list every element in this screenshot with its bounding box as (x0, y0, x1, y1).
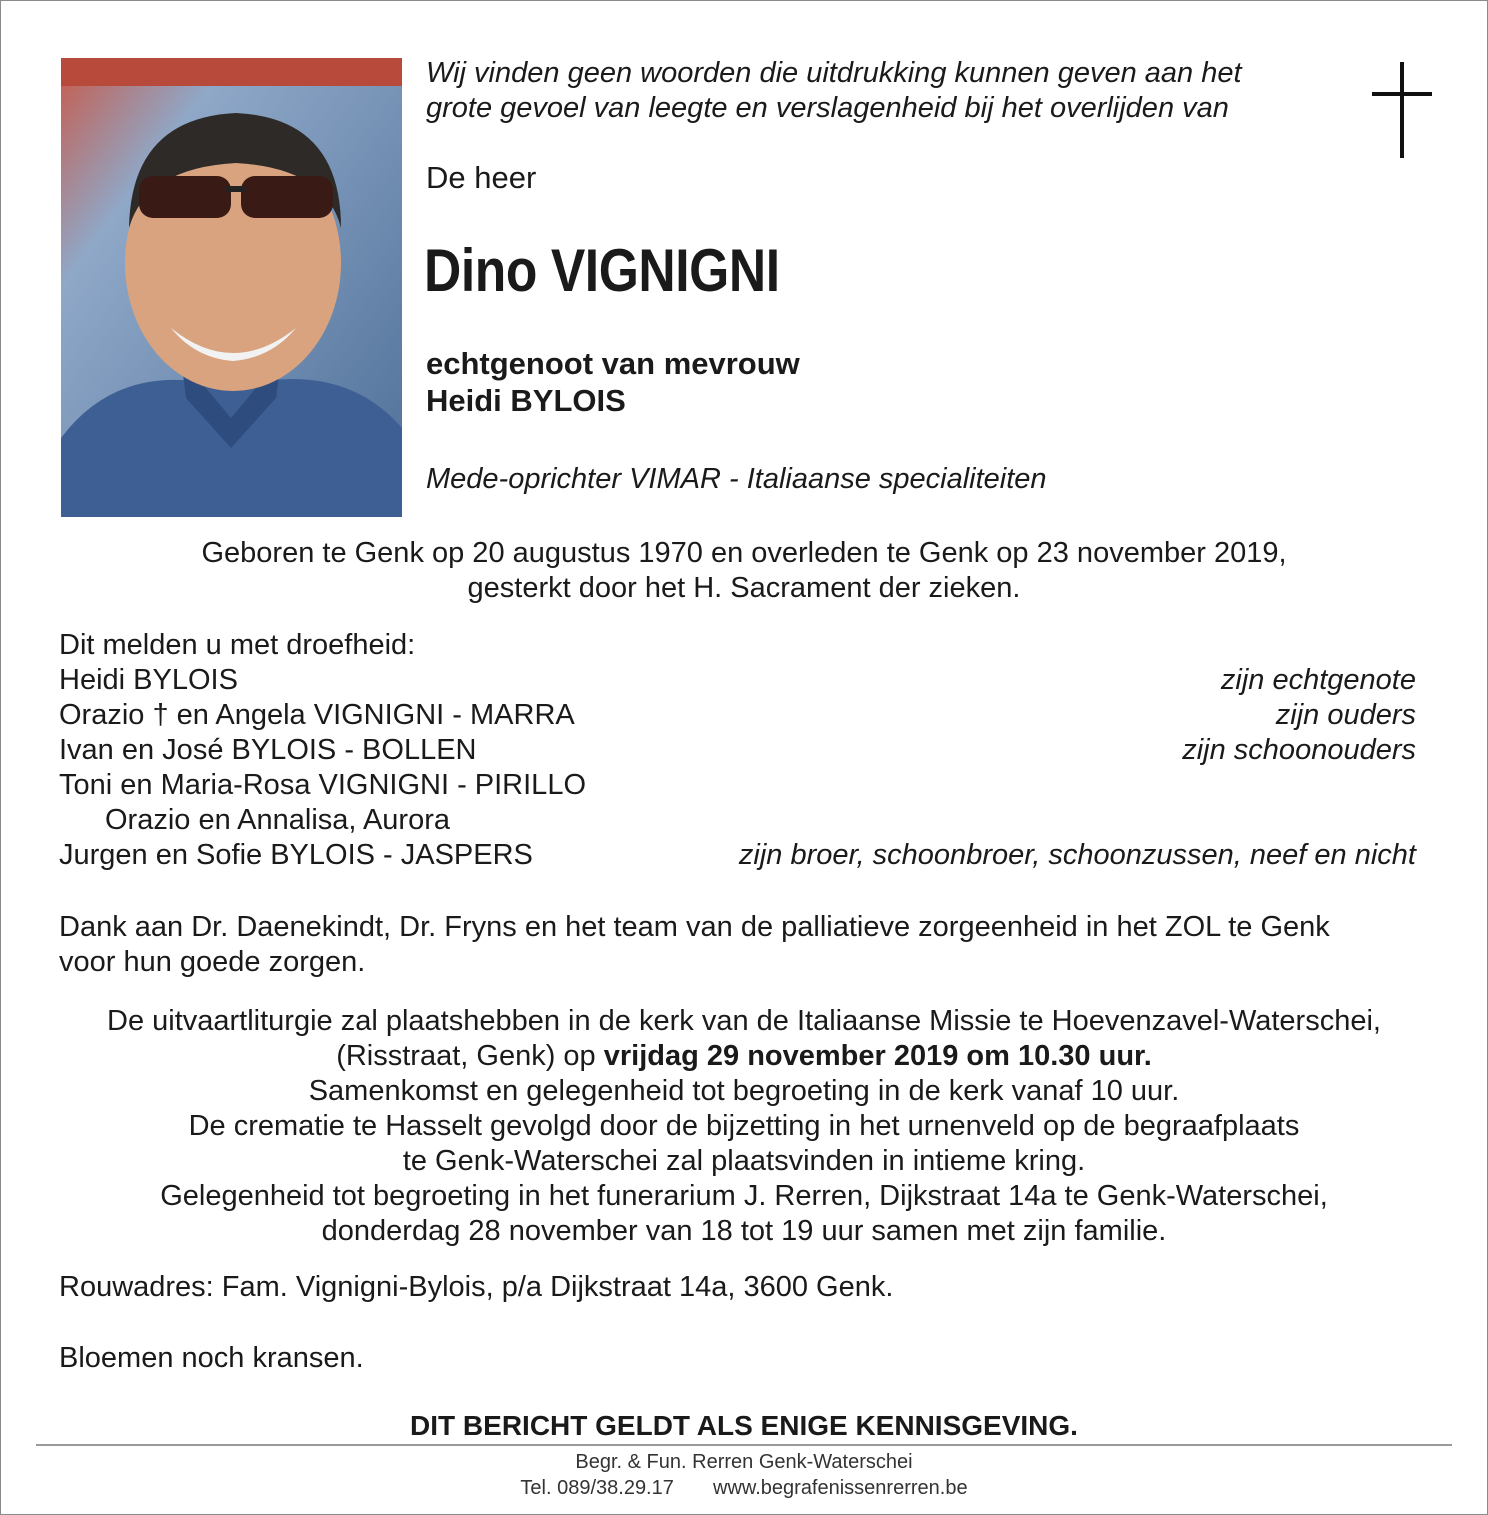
footer-divider (36, 1444, 1452, 1446)
family-names: Orazio en Annalisa, Aurora (105, 804, 450, 836)
deceased-name: Dino VIGNIGNI (424, 237, 780, 304)
role-text: Mede-oprichter VIMAR - Italiaanse specialiteiten (426, 463, 1047, 495)
family-names: Heidi BYLOIS (59, 664, 238, 696)
contact-line (0, 1477, 1488, 1500)
family-relation: zijn echtgenote (1220, 664, 1416, 696)
funeral-home: Begr. & Fun. Rerren Genk-Waterschei (575, 1451, 913, 1473)
honorific: De heer (426, 160, 537, 195)
phone-number: Tel. 089/38.29.17 (520, 1477, 674, 1499)
website-link[interactable]: www.begrafenissenrerren.be (713, 1477, 968, 1499)
official-notice: DIT BERICHT GELDT ALS ENIGE KENNISGEVING. (410, 1410, 1078, 1441)
family-heading: Dit melden u met droefheid: (59, 629, 416, 661)
mourning-address: Rouwadres: Fam. Vignigni-Bylois, p/a Dijkstraat 14a, 3600 Genk. (59, 1271, 894, 1303)
family-names: Ivan en José BYLOIS - BOLLEN (59, 734, 477, 766)
family-names: Jurgen en Sofie BYLOIS - JASPERS (59, 839, 533, 871)
thanks-text: Dank aan Dr. Daenekindt, Dr. Fryns en het team van de palliatieve zorgeenheid in het ZOL te Genk voor hun goede zorgen. (59, 911, 1330, 978)
portrait-photo (61, 58, 402, 517)
family-relation: zijn broer, schoonbroer, schoonzussen, neef en nicht (738, 839, 1416, 871)
spouse-info: echtgenoot van mevrouw Heidi BYLOIS (426, 346, 800, 418)
intro-text: Wij vinden geen woorden die uitdrukking kunnen geven aan het grote gevoel van leegte en verslagenheid bij het overlijden van (426, 57, 1242, 124)
flowers-note: Bloemen noch kransen. (59, 1342, 364, 1374)
family-relation: zijn ouders (1275, 699, 1416, 731)
funeral-info: De uitvaartliturgie zal plaatshebben in de kerk van de Italiaanse Missie te Hoevenzavel-Waterschei, (Risstraat, Genk) op vrijdag 29 november 2019 om 10.30 uur. Samenkomst en gelegenheid tot begroeting in de kerk vanaf 10 uur. De crematie te Hasselt gevolgd door de bijzetting in het urnenveld op de begraafplaats te Genk-Waterschei zal plaatsvinden in intieme kring. Gelegenheid tot begroeting in het funerarium J. Rerren, Dijkstraat 14a te Genk-Waterschei, donderdag 28 november van 18 tot 19 uur samen met zijn familie. (107, 1005, 1381, 1247)
funeral-date: vrijdag 29 november 2019 om 10.30 uur. (603, 1040, 1152, 1072)
birth-death-text: Geboren te Genk op 20 augustus 1970 en overleden te Genk op 23 november 2019, gesterkt door het H. Sacrament der zieken. (201, 537, 1287, 604)
family-names: Toni en Maria-Rosa VIGNIGNI - PIRILLO (59, 769, 586, 801)
family-names: Orazio † en Angela VIGNIGNI - MARRA (59, 699, 575, 731)
family-relation: zijn schoonouders (1182, 734, 1416, 766)
cross-icon (1372, 62, 1432, 158)
